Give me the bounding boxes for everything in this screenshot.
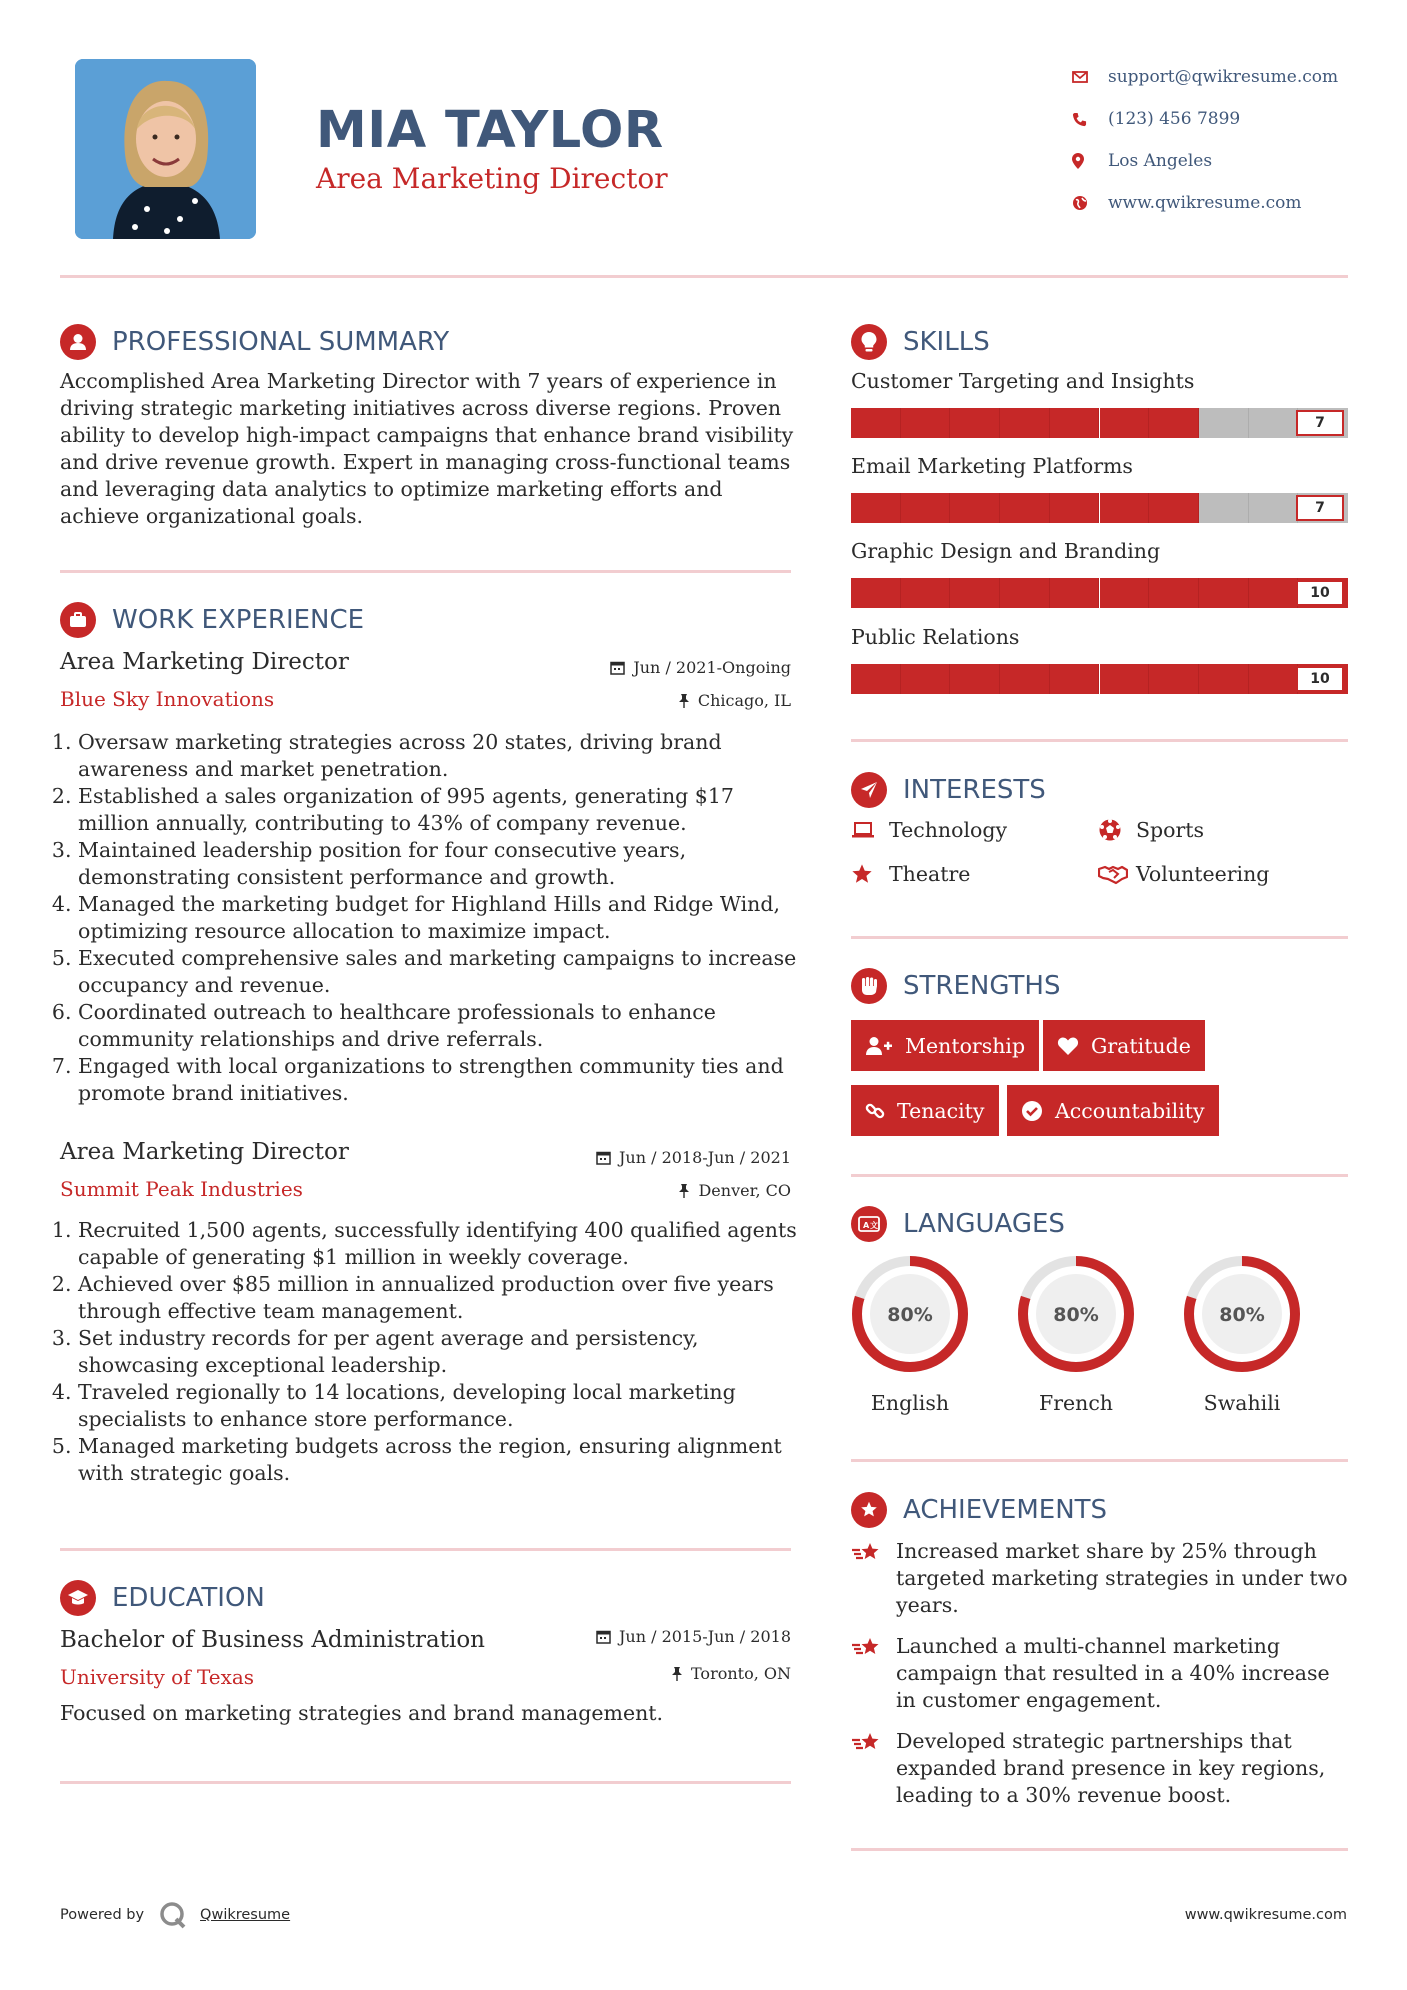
shooting-star-icon <box>851 1728 896 1809</box>
skill-bar-segment <box>851 578 901 608</box>
strength-chip <box>1007 1085 1219 1136</box>
skill-bar-segment <box>1100 578 1150 608</box>
mail-icon <box>1072 71 1108 83</box>
skill-bar-segment <box>851 493 901 523</box>
list-item: 7. Engaged with local organizations to strengthen community ties and promote brand initiatives. <box>78 1053 800 1107</box>
summary-text: Accomplished Area Marketing Director with 7 years of experience in driving strategic marketing initiatives across diverse regions. Proven ability to develop high-impact campaigns that enhance brand visibility and drive revenue growth. Expert in managing cross-functional teams and leveraging data analytics to optimize marketing efforts and achieve organizational goals. <box>60 369 794 528</box>
skill-bar-segment <box>1100 493 1150 523</box>
phone-icon <box>1072 112 1108 127</box>
strength-label: Accountability <box>1055 1098 1205 1123</box>
graduation-icon <box>60 1580 96 1616</box>
education-location-text: Toronto, ON <box>691 1664 791 1683</box>
skill-bar-segment <box>1249 493 1299 523</box>
achievement-text: Increased market share by 25% through targeted marketing strategies in under two years. <box>896 1539 1348 1617</box>
laptop-icon <box>851 821 889 839</box>
list-item: 4. Traveled regionally to 14 locations, developing local marketing specialists to enhance store performance. <box>78 1379 800 1433</box>
skill-level-badge: 10 <box>1296 666 1344 692</box>
strength-chip <box>851 1085 999 1136</box>
skill-bar-segment <box>1199 664 1249 694</box>
list-item: 3. Maintained leadership position for four consecutive years, demonstrating consistent performance and growth. <box>78 837 800 891</box>
education-dates-text: Jun / 2015-Jun / 2018 <box>618 1627 791 1646</box>
skill-bar-segment <box>1000 408 1050 438</box>
fist-icon <box>851 968 887 1004</box>
skill-bar-segment <box>950 664 1000 694</box>
interests-heading-text: INTERESTS <box>903 775 1046 805</box>
qwikresume-logo-icon <box>158 1900 188 1930</box>
job-1-location <box>678 691 791 710</box>
contact-phone[interactable] <box>1072 98 1338 140</box>
skill-bar-segment <box>950 493 1000 523</box>
list-item: 6. Coordinated outreach to healthcare professionals to enhance community relationships and drive referrals. <box>78 999 800 1053</box>
contact-location-text: Los Angeles <box>1108 151 1213 171</box>
job-2-dates <box>596 1148 791 1167</box>
language-percent: 80% <box>1219 1304 1265 1326</box>
skill-bar-segment <box>1000 578 1050 608</box>
strength-label: Tenacity <box>897 1098 985 1123</box>
skill-bar <box>851 664 1348 694</box>
contact-website[interactable] <box>1072 182 1338 224</box>
language-progress-ring <box>849 1253 971 1375</box>
skill-bar-segment <box>1050 408 1100 438</box>
list-item: 2. Established a sales organization of 995 agents, generating $17 million annually, contributing to 43% of company revenue. <box>78 783 800 837</box>
svg-text:文: 文 <box>870 1221 878 1230</box>
education-school: University of Texas <box>60 1665 255 1689</box>
skill-bar-segment <box>1000 664 1050 694</box>
header-divider <box>60 275 1348 278</box>
education-heading <box>60 1580 265 1616</box>
skill-bar-segment <box>1000 493 1050 523</box>
pin-icon <box>678 693 690 708</box>
skill-bar-segment <box>1149 578 1199 608</box>
strength-label: Mentorship <box>905 1033 1026 1058</box>
language-percent: 80% <box>1053 1304 1099 1326</box>
skills-heading-text: SKILLS <box>903 327 990 357</box>
interest-item <box>851 818 1007 842</box>
language-label: French <box>1038 1391 1114 1415</box>
skill-bar-segment <box>1050 493 1100 523</box>
user-plus-icon <box>865 1036 893 1056</box>
languages-heading-text: LANGUAGES <box>903 1209 1065 1239</box>
skill-bar-segment <box>1100 664 1150 694</box>
summary-divider <box>60 570 791 573</box>
star-icon <box>851 863 889 885</box>
skill-bar-segment <box>851 408 901 438</box>
skill-bar-segment <box>901 664 951 694</box>
profile-photo <box>75 59 256 239</box>
contact-email-text: support@qwikresume.com <box>1108 67 1339 87</box>
job-1-location-text: Chicago, IL <box>697 691 791 710</box>
list-item: 2. Achieved over $85 million in annualized production over five years through effective team management. <box>78 1271 800 1325</box>
candidate-name: MIA TAYLOR <box>316 101 664 160</box>
svg-text:A: A <box>863 1221 870 1230</box>
pin-icon <box>678 1183 690 1198</box>
summary-heading-text: PROFESSIONAL SUMMARY <box>112 327 450 357</box>
skill-bar-segment <box>1199 578 1249 608</box>
strength-chip <box>851 1020 1039 1071</box>
location-icon <box>1072 153 1108 169</box>
list-item: 3. Set industry records for per agent average and persistency, showcasing exceptional leadership. <box>78 1325 800 1379</box>
skill-bar-segment <box>901 493 951 523</box>
footer-powered-by <box>60 1900 290 1930</box>
link-icon <box>865 1101 885 1121</box>
experience-heading <box>60 602 364 638</box>
skill-level-badge: 10 <box>1296 580 1344 606</box>
user-icon <box>60 324 96 360</box>
achievement-item <box>851 1633 1348 1714</box>
interest-label: Technology <box>889 818 1008 842</box>
job-2-location <box>678 1181 791 1200</box>
powered-by-text: Powered by <box>60 1907 145 1923</box>
job-2-location-text: Denver, CO <box>698 1181 791 1200</box>
language-item <box>849 1253 971 1415</box>
skill-name: Graphic Design and Branding <box>851 539 1161 563</box>
education-dates <box>596 1627 791 1646</box>
language-progress-ring <box>1181 1253 1303 1375</box>
interest-label: Sports <box>1136 818 1205 842</box>
language-item <box>1181 1253 1303 1415</box>
education-location <box>671 1664 791 1683</box>
job-2-company: Summit Peak Industries <box>60 1177 303 1201</box>
language-label: English <box>870 1391 950 1415</box>
list-item: 4. Managed the marketing budget for Highland Hills and Ridge Wind, optimizing resource allocation to maximize impact. <box>78 891 800 945</box>
contact-phone-text: (123) 456 7899 <box>1108 109 1241 129</box>
briefcase-icon <box>60 602 96 638</box>
skill-bar-segment <box>1249 408 1299 438</box>
check-circle-icon <box>1021 1100 1043 1122</box>
achievement-item <box>851 1728 1348 1809</box>
skill-bar-segment <box>950 578 1000 608</box>
interest-label: Theatre <box>889 862 971 886</box>
achievement-item <box>851 1538 1348 1619</box>
language-progress-ring <box>1015 1253 1137 1375</box>
strengths-heading <box>851 968 1061 1004</box>
skill-bar-segment <box>1149 493 1199 523</box>
job-1-dates <box>610 658 791 677</box>
interest-item <box>1098 818 1204 842</box>
skill-level-badge: 7 <box>1296 410 1344 436</box>
education-heading-text: EDUCATION <box>112 1583 265 1613</box>
achievements-heading <box>851 1492 1107 1528</box>
skill-bar-segment <box>950 408 1000 438</box>
soccer-ball-icon <box>1098 818 1136 842</box>
skill-bar <box>851 408 1348 438</box>
skill-bar-segment <box>1050 578 1100 608</box>
strength-label: Gratitude <box>1091 1033 1191 1058</box>
skill-name: Customer Targeting and Insights <box>851 369 1195 393</box>
job-1-bullets <box>60 729 800 1107</box>
skill-bar-segment <box>901 578 951 608</box>
languages-divider <box>851 1459 1348 1462</box>
interest-label: Volunteering <box>1136 862 1270 886</box>
language-label: Swahili <box>1203 1391 1281 1415</box>
interest-item <box>1098 862 1269 886</box>
contact-website-text: www.qwikresume.com <box>1108 193 1302 213</box>
education-description: Focused on marketing strategies and brand management. <box>60 1701 664 1725</box>
language-percent: 80% <box>887 1304 933 1326</box>
job-1-dates-text: Jun / 2021-Ongoing <box>633 658 791 677</box>
award-icon <box>851 1492 887 1528</box>
interests-heading <box>851 772 1046 808</box>
languages-heading <box>851 1206 1065 1242</box>
contact-location <box>1072 140 1338 182</box>
education-degree: Bachelor of Business Administration <box>60 1627 485 1653</box>
paper-plane-icon <box>851 772 887 808</box>
lightbulb-icon <box>851 324 887 360</box>
skill-bar-segment <box>901 408 951 438</box>
skill-bar-segment <box>1100 408 1150 438</box>
qwikresume-link[interactable]: Qwikresume <box>200 1907 291 1923</box>
calendar-icon <box>596 1150 611 1165</box>
strength-chip <box>1043 1020 1205 1071</box>
job-2-bullets <box>60 1217 800 1487</box>
strengths-heading-text: STRENGTHS <box>903 971 1061 1001</box>
skills-heading <box>851 324 990 360</box>
list-item: 5. Managed marketing budgets across the region, ensuring alignment with strategic goals. <box>78 1433 800 1487</box>
job-2-title: Area Marketing Director <box>60 1139 349 1165</box>
job-1-title: Area Marketing Director <box>60 649 349 675</box>
job-2-dates-text: Jun / 2018-Jun / 2021 <box>618 1148 791 1167</box>
skill-level-badge: 7 <box>1296 495 1344 521</box>
calendar-icon <box>610 660 625 675</box>
achievement-text: Launched a multi-channel marketing campaign that resulted in a 40% increase in customer engagement. <box>896 1634 1330 1712</box>
education-divider <box>60 1781 791 1784</box>
skills-divider <box>851 739 1348 742</box>
contact-list <box>1072 56 1338 224</box>
skill-bar-segment <box>851 664 901 694</box>
experience-divider <box>60 1548 791 1551</box>
globe-icon <box>1072 195 1108 211</box>
language-icon <box>851 1206 887 1242</box>
list-item: 1. Oversaw marketing strategies across 20 states, driving brand awareness and market penetration. <box>78 729 800 783</box>
heart-icon <box>1057 1036 1079 1056</box>
achievements-heading-text: ACHIEVEMENTS <box>903 1495 1108 1525</box>
skill-bar-segment <box>1149 664 1199 694</box>
shooting-star-icon <box>851 1633 896 1714</box>
skill-bar-segment <box>1149 408 1199 438</box>
handshake-icon <box>1098 863 1136 885</box>
language-item <box>1015 1253 1137 1415</box>
experience-heading-text: WORK EXPERIENCE <box>112 605 365 635</box>
skill-bar <box>851 493 1348 523</box>
achievement-text: Developed strategic partnerships that expanded brand presence in key regions, leading to a 30% revenue boost. <box>896 1729 1326 1807</box>
candidate-title: Area Marketing Director <box>316 162 668 195</box>
strengths-divider <box>851 1174 1348 1177</box>
skill-name: Public Relations <box>851 625 1020 649</box>
shooting-star-icon <box>851 1538 896 1619</box>
interest-item <box>851 862 970 886</box>
calendar-icon <box>596 1629 611 1644</box>
list-item: 1. Recruited 1,500 agents, successfully identifying 400 qualified agents capable of generating $1 million in weekly coverage. <box>78 1217 800 1271</box>
skill-bar <box>851 578 1348 608</box>
job-1-company: Blue Sky Innovations <box>60 687 275 711</box>
pin-icon <box>671 1666 683 1681</box>
summary-heading <box>60 324 449 360</box>
skill-bar-segment <box>1050 664 1100 694</box>
interests-divider <box>851 936 1348 939</box>
skill-bar-segment <box>1199 493 1249 523</box>
skill-name: Email Marketing Platforms <box>851 454 1133 478</box>
skill-bar-segment <box>1249 664 1299 694</box>
list-item: 5. Executed comprehensive sales and marketing campaigns to increase occupancy and revenue. <box>78 945 800 999</box>
footer-url[interactable]: www.qwikresume.com <box>1184 1907 1347 1923</box>
achievements-divider <box>851 1848 1348 1851</box>
skill-bar-segment <box>1249 578 1299 608</box>
contact-email[interactable] <box>1072 56 1338 98</box>
skill-bar-segment <box>1199 408 1249 438</box>
